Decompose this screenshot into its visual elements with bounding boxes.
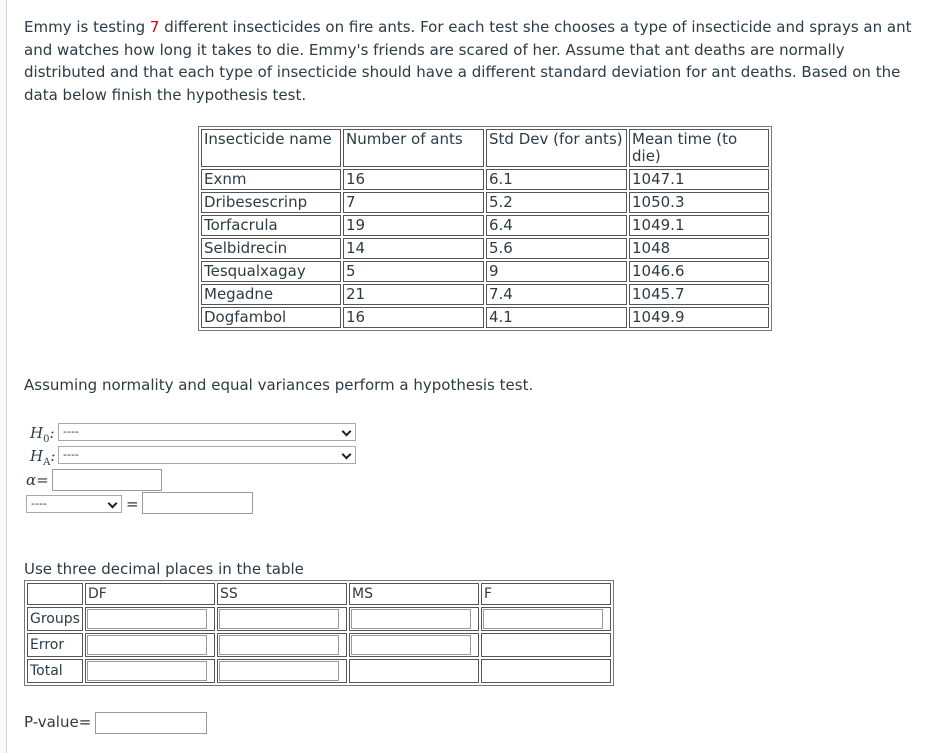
total-ss-cell [217,659,347,683]
total-df-cell [85,659,215,683]
test-statistic-select[interactable] [26,495,122,513]
groups-ss-input[interactable] [219,609,339,629]
h0-select[interactable] [58,423,356,441]
ha-label: $H_A$: [30,447,56,468]
chevron-down-icon [342,450,352,460]
ha-letter: H [30,447,44,465]
error-df-input[interactable] [87,635,207,655]
h0-letter: H [30,424,44,442]
ha-select[interactable] [58,446,356,464]
anova-row-groups [27,607,611,631]
test-statistic-selected-value: ---- [31,497,47,510]
cell-name: Exnm [201,169,341,190]
equals-sign: = [126,495,139,513]
table-row [201,261,769,282]
anova-row-total [27,659,611,683]
header-mean-time: Mean time (to die) [629,129,769,167]
cell-mean: 1049.1 [629,215,769,236]
anova-row-label: Error [27,633,83,657]
cell-count: 16 [343,169,484,190]
table-row [201,307,769,328]
anova-header-ms: MS [349,583,479,605]
question-body: different insecticides on fire ants. For each test she chooses a type of insecticide and sprays an ant and watches how long it takes to die. Emmy's friends are scared of her. Assume that ant deaths are normally distributed and that each type of insecticide should have a different standard deviation for ant deaths. Based on the data below finish the hypothesis test. [24,18,912,104]
cell-std: 4.1 [486,307,627,328]
cell-std: 5.6 [486,238,627,259]
cell-mean: 1050.3 [629,192,769,213]
table-instruction: Use three decimal places in the table [24,560,304,578]
error-f-cell [481,633,611,657]
cell-count: 7 [343,192,484,213]
question-intro: Emmy is testing [24,18,150,36]
anova-row-error [27,633,611,657]
left-border [0,0,7,753]
groups-ss-cell [217,607,347,631]
anova-corner [27,583,83,605]
anova-row-label: Groups [27,607,83,631]
cell-name: Megadne [201,284,341,305]
anova-header-f: F [481,583,611,605]
pvalue-input[interactable] [95,712,207,734]
ha-subscript: A [43,457,51,468]
pvalue-label: P-value= [24,713,92,731]
header-number-of-ants: Number of ants [343,129,484,167]
insecticide-data-table [198,126,772,331]
groups-f-cell [481,607,611,631]
header-std-dev: Std Dev (for ants) [486,129,627,167]
table-row [201,215,769,236]
chevron-down-icon [108,499,118,509]
alpha-input[interactable] [52,469,162,491]
cell-mean: 1048 [629,238,769,259]
total-ss-input[interactable] [219,661,339,681]
cell-std: 7.4 [486,284,627,305]
cell-count: 21 [343,284,484,305]
table-row [201,169,769,190]
cell-std: 6.4 [486,215,627,236]
error-ms-input[interactable] [351,635,471,655]
error-df-cell [85,633,215,657]
total-df-input[interactable] [87,661,207,681]
cell-mean: 1045.7 [629,284,769,305]
header-insecticide-name: Insecticide name [201,129,341,167]
cell-std: 5.2 [486,192,627,213]
total-f-cell [481,659,611,683]
anova-table [24,580,614,686]
question-text [24,16,928,106]
cell-mean: 1049.9 [629,307,769,328]
h0-subscript: 0 [43,434,50,445]
h0-selected-value: ---- [63,425,79,438]
insecticide-count: 7 [149,18,160,36]
anova-header-row [27,583,611,605]
error-ss-cell [217,633,347,657]
error-ss-input[interactable] [219,635,339,655]
cell-name: Torfacrula [201,215,341,236]
cell-count: 16 [343,307,484,328]
ha-selected-value: ---- [63,448,79,461]
groups-ms-cell [349,607,479,631]
cell-count: 5 [343,261,484,282]
cell-count: 14 [343,238,484,259]
cell-mean: 1047.1 [629,169,769,190]
cell-name: Dogfambol [201,307,341,328]
groups-ms-input[interactable] [351,609,471,629]
table-row [201,238,769,259]
total-ms-cell [349,659,479,683]
table-header-row [201,129,769,167]
anova-row-label: Total [27,659,83,683]
groups-df-cell [85,607,215,631]
groups-f-input[interactable] [483,609,603,629]
table-row [201,192,769,213]
chevron-down-icon [342,427,352,437]
table-row [201,284,769,305]
assumption-text: Assuming normality and equal variances perform a hypothesis test. [24,376,534,394]
cell-mean: 1046.6 [629,261,769,282]
alpha-label: α= [26,471,49,489]
test-statistic-input[interactable] [142,492,253,514]
cell-std: 6.1 [486,169,627,190]
anova-header-df: DF [85,583,215,605]
cell-name: Tesqualxagay [201,261,341,282]
error-ms-cell [349,633,479,657]
cell-count: 19 [343,215,484,236]
cell-name: Selbidrecin [201,238,341,259]
h0-label: $H_0$: [30,424,55,445]
groups-df-input[interactable] [87,609,207,629]
cell-name: Dribesescrinp [201,192,341,213]
anova-header-ss: SS [217,583,347,605]
cell-std: 9 [486,261,627,282]
